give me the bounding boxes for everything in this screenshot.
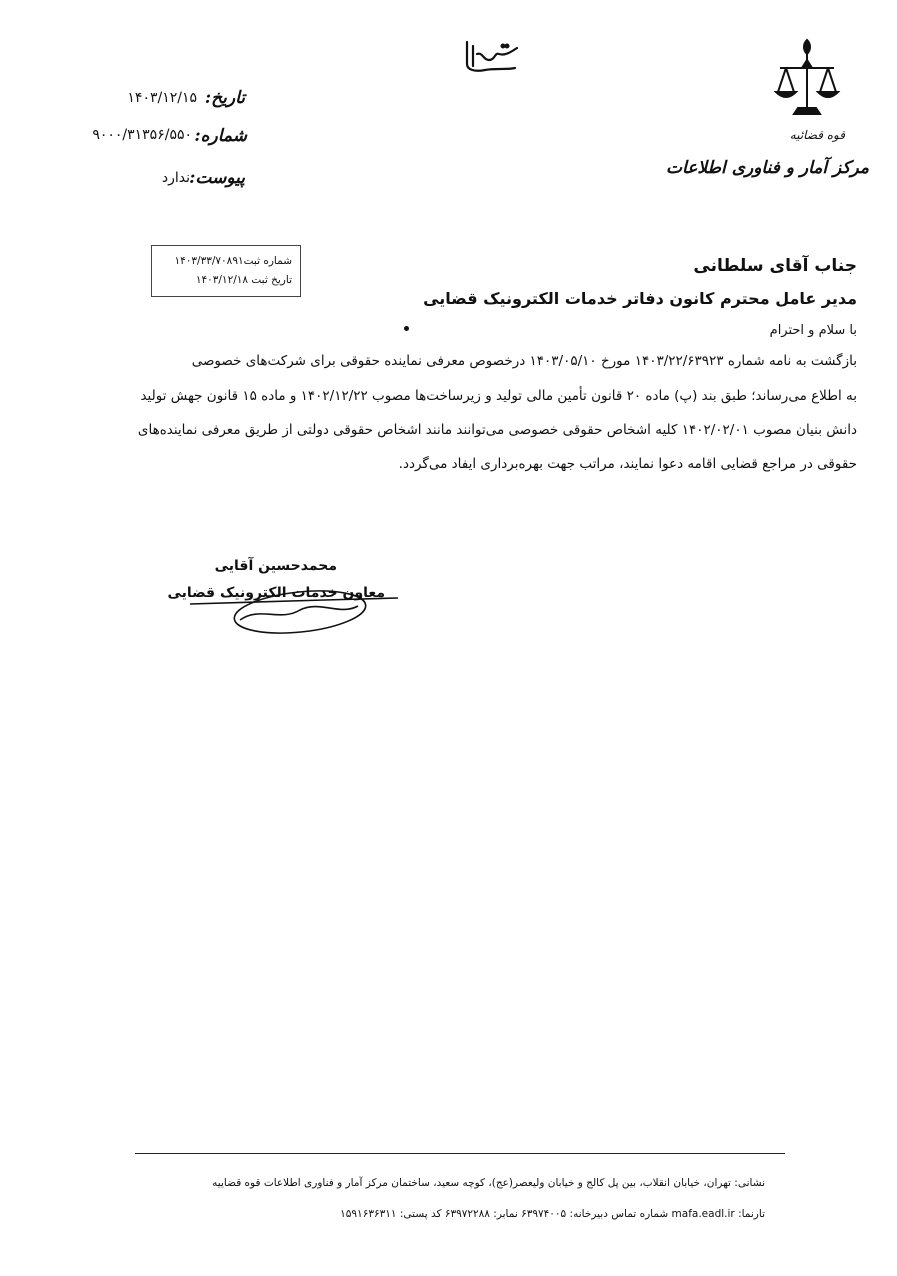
judiciary-emblem-icon: [772, 34, 842, 129]
signer-name: محمدحسین آقایی: [214, 558, 337, 574]
greeting: با سلام و احترام: [769, 323, 857, 338]
attachment-label: پیوست:: [189, 168, 245, 188]
attachment-value: ندارد: [161, 170, 190, 186]
body-line-1: بازگشت به نامه شماره ۱۴۰۳/۲۲/۶۳۹۲۳ مورخ ۱۴۰۳/۰۵/۱۰ درخصوص معرفی نماینده حقوقی برای شرکت‌های خصوصی: [191, 353, 857, 369]
org-parent: قوه قضائیه: [789, 128, 845, 142]
signer-title: معاون خدمات الکترونیک قضایی: [167, 585, 385, 601]
number-value: ۹۰۰۰/۳۱۳۵۶/۵۵۰: [92, 127, 192, 143]
ink-dot: [404, 326, 409, 331]
registration-date: تاریخ ثبت ۱۴۰۳/۱۲/۱۸: [195, 274, 292, 286]
number-label: شماره:: [194, 126, 247, 146]
addressee-title: مدیر عامل محترم کانون دفاتر خدمات الکترونیک قضایی: [423, 289, 857, 308]
footer-divider: [135, 1153, 785, 1154]
date-value: ۱۴۰۳/۱۲/۱۵: [127, 90, 197, 106]
body-line-3: دانش بنیان مصوب ۱۴۰۲/۰۲/۰۱ کلیه اشخاص حقوقی خصوصی می‌توانند مانند اشخاص حقوقی دولتی از طریق معرفی نماینده‌های: [137, 422, 857, 438]
footer-address: نشانی: تهران، خیابان انقلاب، بین پل کالج و خیابان ولیعصر(عج)، کوچه سعید، ساختمان مرکز آمار و فناوری اطلاعات قوه قضاییه: [212, 1177, 765, 1189]
footer-contact: تارنما: mafa.eadl.ir شماره تماس دبیرخانه: ۶۳۹۷۴۰۰۵ نمابر: ۶۳۹۷۲۲۸۸ کد پستی: ۱۵۹۱۶۳۶۳۱۱: [340, 1208, 765, 1220]
registration-stamp: [151, 245, 301, 297]
addressee-name: جناب آقای سلطانی: [693, 256, 857, 276]
body-line-4: حقوقی در مراجع قضایی اقامه دعوا نمایند، مراتب جهت بهره‌برداری ایفاد می‌گردد.: [398, 456, 857, 472]
registration-number: شماره ثبت۱۴۰۳/۳۳/۷۰۸۹۱: [174, 255, 292, 267]
body-line-2: به اطلاع می‌رساند؛ طبق بند (پ) ماده ۲۰ قانون تأمین مالی تولید و زیرساخت‌ها مصوب ۱۴۰۲/۱۲/۲۲ و ماده ۱۵ قانون جهش تولید: [140, 388, 857, 404]
date-label: تاریخ:: [204, 88, 245, 108]
invocation-calligraphy: [455, 38, 525, 78]
handwritten-signature: [180, 576, 420, 646]
org-name: مرکز آمار و فناوری اطلاعات: [666, 158, 869, 178]
